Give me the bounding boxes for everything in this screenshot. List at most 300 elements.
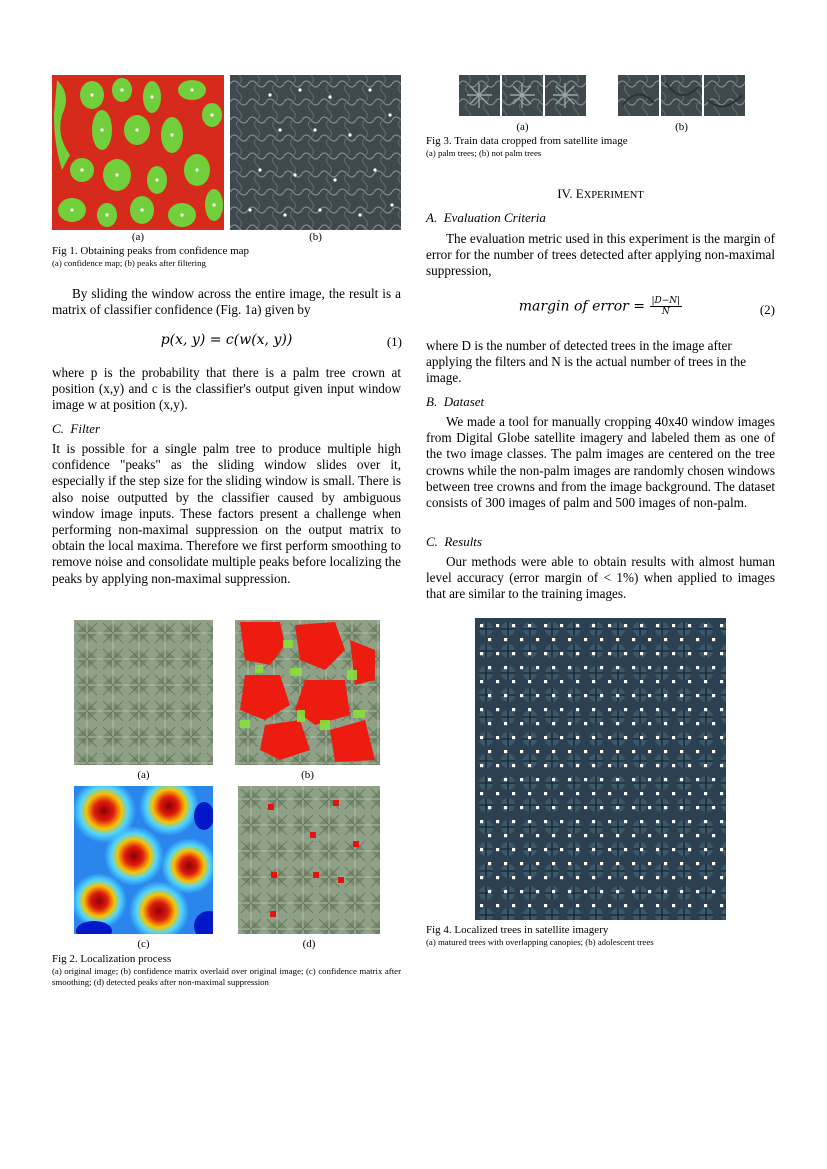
detected-tree-marker xyxy=(600,834,603,837)
detected-tree-marker xyxy=(576,764,579,767)
original-palm-image xyxy=(74,620,213,765)
detected-tree-marker xyxy=(672,792,675,795)
detected-tree-marker xyxy=(544,736,547,739)
detected-tree-marker xyxy=(672,736,675,739)
detected-tree-marker xyxy=(560,652,563,655)
detected-tree-marker xyxy=(560,848,563,851)
detected-tree-marker xyxy=(520,890,523,893)
detected-tree-marker xyxy=(568,806,571,809)
detected-tree-marker xyxy=(672,624,675,627)
detected-tree-marker xyxy=(552,890,555,893)
detected-tree-marker xyxy=(640,848,643,851)
detected-tree-marker xyxy=(480,904,483,907)
detected-tree-marker xyxy=(688,624,691,627)
detected-tree-marker xyxy=(592,708,595,711)
detected-tree-marker xyxy=(504,750,507,753)
detected-tree-marker xyxy=(544,904,547,907)
detected-tree-marker xyxy=(544,820,547,823)
detected-tree-marker xyxy=(560,764,563,767)
detected-tree-marker xyxy=(536,666,539,669)
detected-tree-marker xyxy=(648,862,651,865)
detected-tree-marker xyxy=(560,736,563,739)
detected-tree-marker xyxy=(584,862,587,865)
detected-tree-marker xyxy=(608,876,611,879)
detected-tree-marker xyxy=(688,736,691,739)
detected-tree-marker xyxy=(648,694,651,697)
detected-tree-marker xyxy=(720,904,723,907)
detected-tree-marker xyxy=(656,680,659,683)
detected-tree-marker xyxy=(592,652,595,655)
detected-tree-marker xyxy=(624,736,627,739)
detected-tree-marker xyxy=(560,904,563,907)
detected-tree-marker xyxy=(488,750,491,753)
detected-tree-marker xyxy=(584,638,587,641)
detected-tree-marker xyxy=(624,652,627,655)
section-c2-title: Results xyxy=(444,534,482,549)
detected-tree-marker xyxy=(624,708,627,711)
detected-tree-marker xyxy=(664,806,667,809)
detected-tree-marker xyxy=(544,792,547,795)
detected-tree-marker xyxy=(480,624,483,627)
detected-tree-marker xyxy=(648,638,651,641)
section-iv-title-rest: XPERIMENT xyxy=(583,190,644,201)
detected-tree-marker xyxy=(680,778,683,781)
detected-tree-marker xyxy=(528,848,531,851)
detected-tree-marker xyxy=(568,638,571,641)
detected-tree-marker xyxy=(552,806,555,809)
detected-tree-marker xyxy=(680,722,683,725)
detected-tree-marker xyxy=(512,792,515,795)
section-iv-heading xyxy=(426,186,775,202)
detected-tree-marker xyxy=(640,708,643,711)
detected-tree-marker xyxy=(552,750,555,753)
detected-tree-marker xyxy=(616,862,619,865)
detected-tree-marker xyxy=(584,890,587,893)
detected-tree-marker xyxy=(592,876,595,879)
equation-1 xyxy=(52,332,401,348)
detected-tree-marker xyxy=(504,778,507,781)
detected-tree-marker xyxy=(496,764,499,767)
detected-tree-marker xyxy=(616,638,619,641)
detected-tree-marker xyxy=(576,708,579,711)
detected-tree-marker xyxy=(600,890,603,893)
fig1a-label: (a) xyxy=(131,231,145,243)
detected-tree-marker xyxy=(608,764,611,767)
detected-tree-marker xyxy=(664,890,667,893)
detected-tree-marker xyxy=(696,750,699,753)
detected-tree-marker xyxy=(632,890,635,893)
detected-tree-marker xyxy=(720,708,723,711)
section-a-number: A. xyxy=(426,210,438,225)
detected-tree-marker xyxy=(704,708,707,711)
detected-tree-marker xyxy=(608,848,611,851)
detected-tree-marker xyxy=(696,694,699,697)
detected-tree-marker xyxy=(616,666,619,669)
detected-tree-marker xyxy=(704,652,707,655)
detected-tree-marker xyxy=(680,862,683,865)
detected-tree-marker xyxy=(496,680,499,683)
detected-tree-marker xyxy=(640,876,643,879)
detected-tree-marker xyxy=(720,820,723,823)
detected-tree-marker xyxy=(536,750,539,753)
equation-2-fraction xyxy=(650,296,683,317)
detected-tree-marker xyxy=(496,876,499,879)
detected-tree-marker xyxy=(672,652,675,655)
detected-tree-marker xyxy=(616,694,619,697)
detected-tree-marker xyxy=(496,624,499,627)
detected-tree-marker xyxy=(560,876,563,879)
detected-tree-marker xyxy=(592,680,595,683)
detected-tree-marker xyxy=(656,624,659,627)
detected-tree-marker xyxy=(520,666,523,669)
detected-tree-marker xyxy=(512,624,515,627)
detected-tree-marker xyxy=(648,834,651,837)
paragraph-sliding-window: By sliding the window across the entire image, the result is a matrix of classifier confidence (Fig. 1a) given by xyxy=(52,286,401,318)
detected-tree-marker xyxy=(688,820,691,823)
detected-tree-marker xyxy=(664,750,667,753)
section-c-results-heading xyxy=(426,534,482,550)
detected-tree-marker xyxy=(488,666,491,669)
detected-tree-marker xyxy=(624,792,627,795)
detected-tree-marker xyxy=(592,736,595,739)
detected-tree-marker xyxy=(656,904,659,907)
detected-tree-marker xyxy=(504,862,507,865)
fig2c-label: (c) xyxy=(137,938,150,950)
detected-tree-marker xyxy=(504,806,507,809)
non-palm-samples xyxy=(618,75,745,116)
detected-tree-marker xyxy=(672,764,675,767)
detected-tree-marker xyxy=(608,792,611,795)
detected-tree-marker xyxy=(656,876,659,879)
detected-tree-marker xyxy=(624,876,627,879)
detected-tree-marker xyxy=(656,848,659,851)
detected-tree-marker xyxy=(576,876,579,879)
detected-tree-marker xyxy=(512,876,515,879)
detected-tree-marker xyxy=(600,694,603,697)
detected-tree-marker xyxy=(648,778,651,781)
detected-tree-marker xyxy=(568,722,571,725)
detected-tree-marker xyxy=(584,694,587,697)
detected-tree-marker xyxy=(488,862,491,865)
paragraph-filter: It is possible for a single palm tree to produce multiple high confidence "peaks" as the sliding window slides over it, especially if the step size for the sliding window is small. There is also noise outputted by the classifier caused by ambiguous window image inputs. These factors present a challenge when performing non-maximal suppression on the output matrix to obtain the local maxima. Therefore we first perform smoothing to remove noise and consolidate multiple peaks before localizing the peaks by applying non-maximal suppression. xyxy=(52,441,401,586)
detected-tree-marker xyxy=(496,736,499,739)
section-c-filter-heading xyxy=(52,421,100,437)
paragraph-results: Our methods were able to obtain results with almost human level accuracy (error margin of < 1%) when applied to images that are similar to the training images. xyxy=(426,554,775,602)
detected-tree-marker xyxy=(616,806,619,809)
section-iv-number: IV. xyxy=(557,186,573,201)
detected-tree-marker xyxy=(576,736,579,739)
fig3-subcaption: (a) palm trees; (b) not palm trees xyxy=(426,148,542,158)
detected-tree-marker xyxy=(688,708,691,711)
detected-tree-marker xyxy=(704,848,707,851)
detected-tree-marker xyxy=(488,778,491,781)
fig4-satellite-image xyxy=(475,618,726,920)
detected-tree-marker xyxy=(520,862,523,865)
detected-tree-marker xyxy=(664,638,667,641)
fig1-caption: Fig 1. Obtaining peaks from confidence map xyxy=(52,245,250,257)
detected-tree-marker xyxy=(568,862,571,865)
detected-tree-marker xyxy=(632,694,635,697)
detected-tree-marker xyxy=(688,792,691,795)
detected-tree-marker xyxy=(536,722,539,725)
detected-tree-marker xyxy=(688,764,691,767)
detected-tree-marker xyxy=(488,806,491,809)
detected-tree-marker xyxy=(640,680,643,683)
detected-tree-marker xyxy=(712,638,715,641)
detected-tree-marker xyxy=(680,694,683,697)
detected-tree-marker xyxy=(664,666,667,669)
detected-tree-marker xyxy=(600,862,603,865)
detected-tree-marker xyxy=(584,750,587,753)
detected-tree-marker xyxy=(568,890,571,893)
fig2-subcaption: (a) original image; (b) confidence matrix overlaid over original image; (c) confidence matrix after smoothing; (d) detected peaks after non-maximal suppression xyxy=(52,966,401,987)
detected-tree-marker xyxy=(560,792,563,795)
detected-tree-marker xyxy=(592,624,595,627)
detected-tree-marker xyxy=(528,736,531,739)
detected-tree-marker xyxy=(664,778,667,781)
detected-tree-marker xyxy=(656,736,659,739)
detected-tree-marker xyxy=(480,764,483,767)
detected-tree-marker xyxy=(712,666,715,669)
detected-tree-marker xyxy=(496,708,499,711)
detected-tree-marker xyxy=(656,652,659,655)
detected-tree-marker xyxy=(656,708,659,711)
detected-tree-marker xyxy=(520,834,523,837)
detected-tree-marker xyxy=(496,904,499,907)
detected-tree-marker xyxy=(560,624,563,627)
detected-tree-marker xyxy=(536,890,539,893)
detected-tree-marker xyxy=(536,834,539,837)
detected-tree-marker xyxy=(608,680,611,683)
detected-tree-marker xyxy=(600,750,603,753)
detected-tree-marker xyxy=(552,722,555,725)
equation-1-body: p(x, y) = c(w(x, y)) xyxy=(160,332,293,348)
section-b-heading xyxy=(426,394,484,410)
detected-tree-marker xyxy=(592,764,595,767)
detected-tree-marker xyxy=(536,806,539,809)
detected-tree-marker xyxy=(632,862,635,865)
detected-tree-marker xyxy=(552,778,555,781)
detected-tree-marker xyxy=(640,736,643,739)
detected-tree-marker xyxy=(688,876,691,879)
fig2b-overlay-image xyxy=(235,620,380,765)
detected-tree-marker xyxy=(536,862,539,865)
detected-tree-marker xyxy=(592,792,595,795)
detected-tree-marker xyxy=(592,848,595,851)
detected-tree-marker xyxy=(552,834,555,837)
detected-tree-marker xyxy=(688,848,691,851)
fig1b-label: (b) xyxy=(309,231,322,243)
detected-tree-marker xyxy=(696,862,699,865)
fig2c-smoothed-matrix xyxy=(74,786,213,934)
detected-tree-marker xyxy=(688,904,691,907)
detected-tree-marker xyxy=(608,904,611,907)
detected-tree-marker xyxy=(688,680,691,683)
detected-tree-marker xyxy=(504,890,507,893)
detected-tree-marker xyxy=(480,820,483,823)
detected-tree-marker xyxy=(640,792,643,795)
detected-tree-marker xyxy=(624,764,627,767)
fig3a-palm-samples xyxy=(459,75,586,116)
detected-tree-marker xyxy=(704,736,707,739)
detected-tree-marker xyxy=(696,722,699,725)
detected-tree-marker xyxy=(608,624,611,627)
detected-tree-marker xyxy=(720,680,723,683)
equation-2-numerator: |D−N| xyxy=(651,296,681,306)
equation-1-number: (1) xyxy=(386,334,402,349)
detected-tree-marker xyxy=(680,890,683,893)
section-b-number: B. xyxy=(426,394,438,409)
fig2-caption: Fig 2. Localization process xyxy=(52,953,172,965)
detected-tree-marker xyxy=(568,750,571,753)
detected-tree-marker xyxy=(712,722,715,725)
section-a-heading xyxy=(426,210,546,226)
detected-tree-marker xyxy=(680,638,683,641)
detected-tree-marker xyxy=(704,792,707,795)
detected-tree-marker xyxy=(680,666,683,669)
section-a-title: Evaluation Criteria xyxy=(443,210,546,225)
fig3b-nonpalm-samples xyxy=(618,75,745,116)
detected-tree-marker xyxy=(576,680,579,683)
detected-tree-marker xyxy=(544,624,547,627)
detected-tree-marker xyxy=(720,876,723,879)
detected-tree-marker xyxy=(496,652,499,655)
detected-tree-marker xyxy=(720,652,723,655)
detected-tree-marker xyxy=(496,792,499,795)
equation-2 xyxy=(426,296,775,317)
detected-tree-marker xyxy=(632,806,635,809)
detected-tree-marker xyxy=(664,694,667,697)
detected-tree-marker xyxy=(616,750,619,753)
paragraph-where-d: where D is the number of detected trees in the image after applying the filters and N is the actual number of trees in the image. xyxy=(426,338,747,386)
detected-tree-marker xyxy=(624,820,627,823)
detected-tree-marker xyxy=(720,792,723,795)
detected-tree-marker xyxy=(656,764,659,767)
detected-tree-marker xyxy=(640,652,643,655)
detected-tree-marker xyxy=(488,694,491,697)
detected-tree-marker xyxy=(576,624,579,627)
detected-tree-marker xyxy=(696,638,699,641)
detected-tree-marker xyxy=(712,694,715,697)
fig1-subcaption: (a) confidence map; (b) peaks after filtering xyxy=(52,258,206,268)
detected-tree-marker xyxy=(504,694,507,697)
detected-tree-marker xyxy=(608,708,611,711)
detected-tree-marker xyxy=(624,848,627,851)
detected-peaks-image xyxy=(238,786,380,934)
detected-tree-marker xyxy=(576,792,579,795)
detected-tree-marker xyxy=(544,764,547,767)
detected-tree-marker xyxy=(496,848,499,851)
fig1b-peaks-image xyxy=(230,75,401,230)
palm-tree-samples xyxy=(459,75,586,116)
detected-tree-marker xyxy=(640,820,643,823)
detected-tree-marker xyxy=(528,708,531,711)
detected-tree-marker xyxy=(480,848,483,851)
detected-tree-marker xyxy=(544,708,547,711)
detected-tree-marker xyxy=(712,778,715,781)
detected-tree-marker xyxy=(584,834,587,837)
detected-tree-marker xyxy=(576,820,579,823)
detected-tree-marker xyxy=(520,806,523,809)
detected-tree-marker xyxy=(632,638,635,641)
detected-tree-marker xyxy=(624,904,627,907)
detected-tree-marker xyxy=(536,778,539,781)
detected-tree-marker xyxy=(600,806,603,809)
detected-tree-marker xyxy=(480,680,483,683)
detected-tree-marker xyxy=(688,652,691,655)
detected-tree-marker xyxy=(528,680,531,683)
detected-tree-marker xyxy=(560,708,563,711)
detected-tree-marker xyxy=(648,666,651,669)
detected-tree-marker xyxy=(704,876,707,879)
detected-tree-marker xyxy=(528,652,531,655)
detected-tree-marker xyxy=(712,834,715,837)
detected-tree-marker xyxy=(528,876,531,879)
detected-tree-marker xyxy=(704,624,707,627)
detected-tree-marker xyxy=(696,666,699,669)
detected-tree-marker xyxy=(576,904,579,907)
section-c-number: C. xyxy=(52,421,64,436)
smoothed-heatmap-image xyxy=(74,786,213,934)
detected-tree-marker xyxy=(608,820,611,823)
detected-tree-marker xyxy=(584,666,587,669)
detected-tree-marker xyxy=(480,708,483,711)
detected-tree-marker xyxy=(624,680,627,683)
detected-tree-marker xyxy=(672,820,675,823)
detected-tree-marker xyxy=(696,834,699,837)
detected-tree-marker xyxy=(552,862,555,865)
fig2d-detected-peaks xyxy=(238,786,380,934)
equation-2-lhs: margin of error = xyxy=(518,298,646,315)
paragraph-dataset: We made a tool for manually cropping 40x40 window images from Digital Globe satellite imagery and labeled them as one of the two image classes. The palm images are centered on the tree crowns while the non-palm images are randomly chosen windows between tree crowns and from the image background. The dataset consists of 300 images of palm and 500 images of non-palm. xyxy=(426,414,775,511)
detected-tree-marker xyxy=(720,848,723,851)
detected-tree-marker xyxy=(632,666,635,669)
fig3-caption: Fig 3. Train data cropped from satellite image xyxy=(426,135,628,147)
detected-tree-marker xyxy=(712,862,715,865)
detected-tree-marker xyxy=(640,764,643,767)
detected-tree-marker xyxy=(592,820,595,823)
detected-tree-marker xyxy=(640,904,643,907)
section-b-title: Dataset xyxy=(443,394,485,409)
detected-tree-marker xyxy=(680,834,683,837)
detected-tree-marker xyxy=(608,652,611,655)
detected-tree-marker xyxy=(696,778,699,781)
detected-tree-marker xyxy=(616,890,619,893)
localized-trees-satellite xyxy=(475,618,726,920)
detected-tree-marker xyxy=(568,834,571,837)
peaks-filtered-image xyxy=(230,75,401,230)
section-c2-number: C. xyxy=(426,534,438,549)
detected-tree-marker xyxy=(488,722,491,725)
confidence-map-image xyxy=(52,75,224,230)
detected-tree-marker xyxy=(664,834,667,837)
detected-tree-marker xyxy=(672,708,675,711)
detected-tree-marker xyxy=(616,778,619,781)
detected-tree-marker xyxy=(584,722,587,725)
detected-tree-marker xyxy=(536,694,539,697)
detected-tree-marker xyxy=(704,904,707,907)
detected-tree-marker xyxy=(680,806,683,809)
detected-tree-marker xyxy=(496,820,499,823)
paragraph-probability: where p is the probability that there is a palm tree crown at position (x,y) and c is the classifier's output given input window image w at position (x,y). xyxy=(52,365,401,413)
detected-tree-marker xyxy=(672,848,675,851)
detected-tree-marker xyxy=(512,652,515,655)
detected-tree-marker xyxy=(600,638,603,641)
detected-tree-marker xyxy=(504,638,507,641)
detected-tree-marker xyxy=(568,778,571,781)
detected-tree-marker xyxy=(696,806,699,809)
fig1a-confidence-map xyxy=(52,75,224,230)
